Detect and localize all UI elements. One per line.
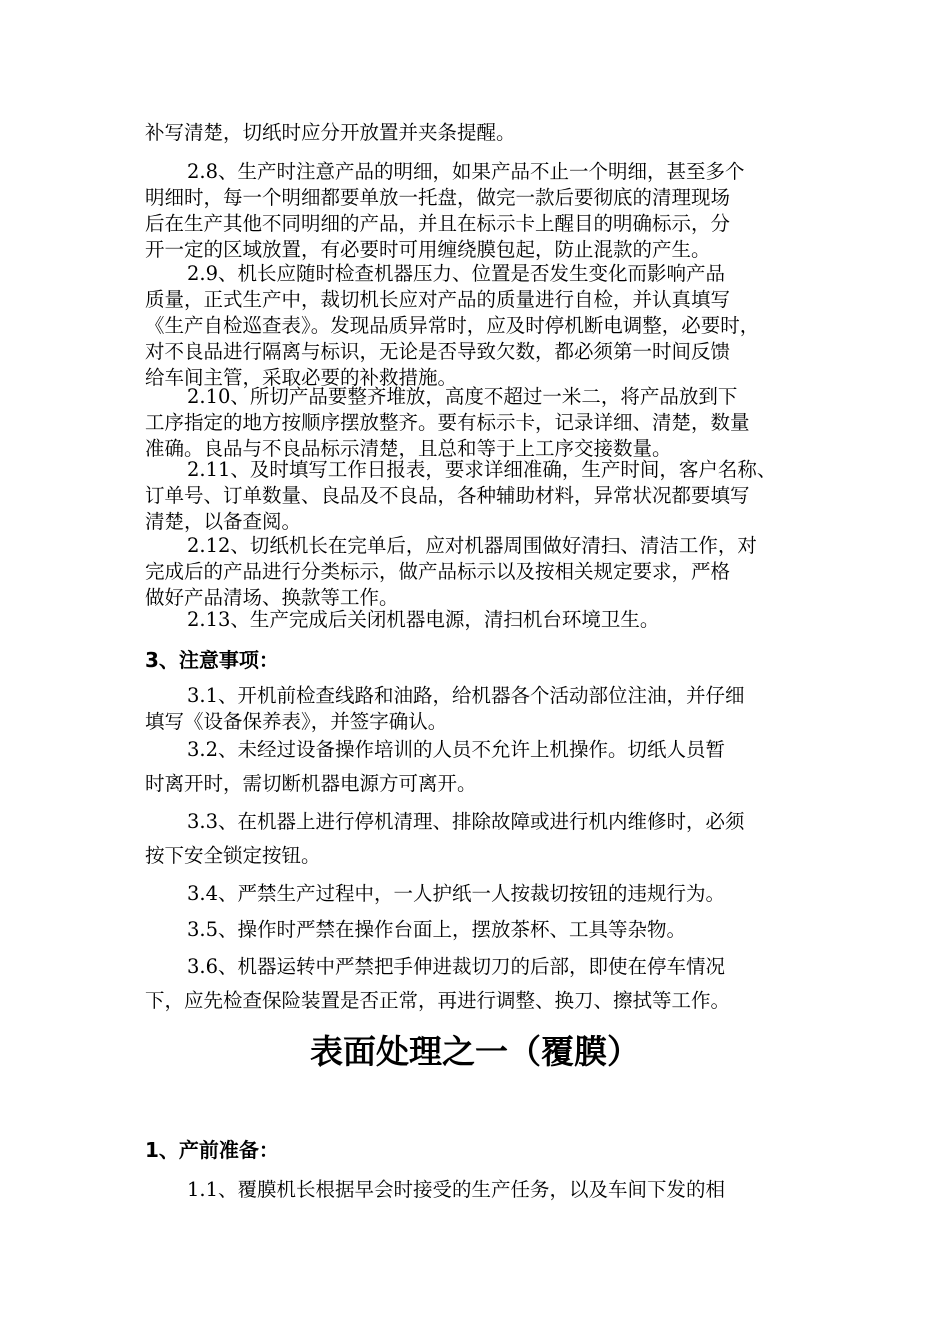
text-line: 3.4、严禁生产过程中，一人护纸一人按裁切按钮的违规行为。 (187, 882, 726, 905)
paragraph-1-1 (145, 1175, 825, 1205)
paragraph-3-1 (145, 683, 825, 735)
text-line: 质量，正式生产中，裁切机长应对产品的质量进行自检，并认真填写 (145, 288, 731, 311)
text-line: 明细时，每一个明细都要单放一托盘，做完一款后要彻底的清理现场 (145, 186, 731, 209)
paragraph-2-13 (145, 607, 825, 633)
text-line: 时离开时，需切断机器电源方可离开。 (145, 772, 477, 795)
paragraph-3-3 (145, 805, 825, 873)
paragraph-2-8 (145, 159, 825, 263)
paragraph-3-5 (145, 913, 825, 947)
paragraph-2-12 (145, 533, 825, 611)
text-line: 3.5、操作时严禁在操作台面上，摆放茶杯、工具等杂物。 (187, 918, 687, 941)
text-line: 2.8、生产时注意产品的明细，如果产品不止一个明细，甚至多个 (187, 160, 745, 183)
text-line: 后在生产其他不同明细的产品，并且在标示卡上醒目的明确标示，分 (145, 212, 731, 235)
text-line: 按下安全锁定按钮。 (145, 844, 321, 867)
paragraph-2-9 (145, 261, 825, 391)
text-line: 完成后的产品进行分类标示，做产品标示以及按相关规定要求，严格 (145, 560, 731, 583)
text-line: 填写《设备保养表》，并签字确认。 (145, 710, 448, 733)
text-line: 3.2、未经过设备操作培训的人员不允许上机操作。切纸人员暂 (187, 738, 726, 761)
text-line: 做好产品清场、换款等工作。 (145, 586, 399, 609)
text-line: 给车间主管，采取必要的补救措施。 (145, 366, 458, 389)
text-line: 1.1、覆膜机长根据早会时接受的生产任务，以及车间下发的相 (187, 1178, 726, 1201)
page-title: 表面处理之一（覆膜） (310, 1032, 640, 1071)
text-line: 下，应先检查保险装置是否正常，再进行调整、换刀、擦拭等工作。 (145, 989, 731, 1012)
text-line: 3.6、机器运转中严禁把手伸进裁切刀的后部，即使在停车情况 (187, 955, 726, 978)
text-line: 2.12、切纸机长在完单后，应对机器周围做好清扫、清洁工作，对 (187, 534, 757, 557)
section-heading-3: 3、注意事项： (145, 648, 279, 672)
paragraph-2-10 (145, 384, 825, 462)
text-line: 3.1、开机前检查线路和油路，给机器各个活动部位注油，并仔细 (187, 684, 745, 707)
text-line: 准确。良品与不良品标示清楚，且总和等于上工序交接数量。 (145, 437, 672, 460)
text-line: 《生产自检巡查表》。发现品质异常时，应及时停机断电调整，必要时， (145, 314, 760, 337)
text-line: 订单号、订单数量、良品及不良品，各种辅助材料，异常状况都要填写 (145, 484, 750, 507)
text-line: 2.10、所切产品要整齐堆放，高度不超过一米二，将产品放到下 (187, 385, 738, 408)
text-line: 2.11、及时填写工作日报表，要求详细准确，生产时间，客户名称、 (187, 458, 777, 481)
paragraph-3-2 (145, 733, 825, 801)
text-line: 开一定的区域放置，有必要时可用缠绕膜包起，防止混款的产生。 (145, 238, 711, 261)
text-line: 2.13、生产完成后关闭机器电源，清扫机台环境卫生。 (187, 608, 660, 631)
text-line: 清楚，以备查阅。 (145, 510, 302, 533)
paragraph-3-4 (145, 877, 825, 911)
text-line: 对不良品进行隔离与标识，无论是否导致欠数，都必须第一时间反馈 (145, 340, 731, 363)
paragraph-2-11 (145, 457, 825, 535)
text-line: 补写清楚，切纸时应分开放置并夹条提醒。 (145, 121, 516, 144)
paragraph-3-6 (145, 950, 825, 1018)
text-line: 2.9、机长应随时检查机器压力、位置是否发生变化而影响产品 (187, 262, 726, 285)
section-heading-1: 1、产前准备： (145, 1138, 279, 1162)
text-line: 工序指定的地方按顺序摆放整齐。要有标示卡，记录详细、清楚，数量 (145, 411, 750, 434)
text-line: 3.3、在机器上进行停机清理、排除故障或进行机内维修时，必须 (187, 810, 745, 833)
paragraph-2-7-cont (145, 120, 825, 146)
